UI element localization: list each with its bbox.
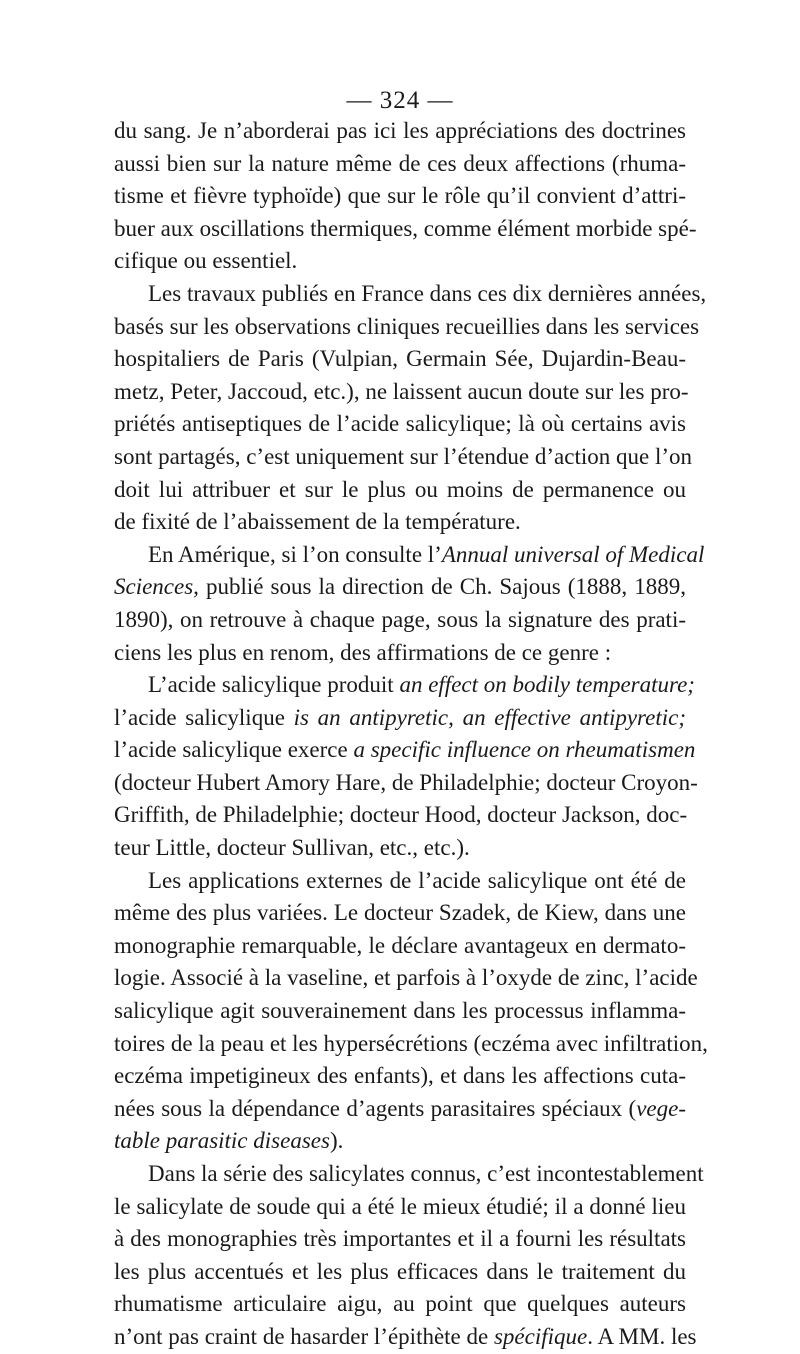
text-line: même des plus variées. Le docteur Szadek, de Kiew, dans une [114, 900, 686, 926]
text-line: buer aux oscillations thermiques, comme élément morbide spé- [114, 215, 697, 241]
text-line: Les travaux publiés en France dans ces dix dernières années, [148, 280, 707, 306]
text-line: l’acide salicylique exerce a specific influence on rheumatismen [114, 737, 696, 763]
text-line: priétés antiseptiques de l’acide salicylique; là où certains avis [114, 411, 686, 437]
page-number: — 324 — [346, 87, 454, 114]
text-line: Griffith, de Philadelphie; docteur Hood, docteur Jackson, doc- [114, 802, 688, 828]
text-line: hospitaliers de Paris (Vulpian, Germain Sée, Dujardin-Beau- [114, 346, 686, 372]
text-line: cifique ou essentiel. [114, 248, 298, 274]
text-line: tisme et fièvre typhoïde) que sur le rôle qu’il convient d’attri- [114, 183, 686, 209]
text-line: aussi bien sur la nature même de ces deux affections (rhuma- [114, 150, 686, 176]
body-text [114, 115, 708, 1354]
text-line: Les applications externes de l’acide salicylique ont été de [148, 867, 686, 893]
text-line: monographie remarquable, le déclare avantageux en dermato- [114, 932, 686, 958]
text-line: l’acide salicylique is an antipyretic, an effective antipyretic; [114, 704, 687, 730]
text-line: (docteur Hubert Amory Hare, de Philadelphie; docteur Croyon- [114, 769, 698, 795]
text-line: logie. Associé à la vaseline, et parfois à l’oxyde de zinc, l’acide [114, 965, 698, 991]
text-line: table parasitic diseases). [114, 1128, 344, 1154]
text-line: les plus accentués et les plus efficaces dans le traitement du [114, 1258, 686, 1284]
text-line: teur Little, docteur Sullivan, etc., etc.). [114, 835, 470, 861]
text-line: toires de la peau et les hypersécrétions (eczéma avec infiltration, [114, 1030, 708, 1056]
text-line: 1890), on retrouve à chaque page, sous la signature des prati- [114, 606, 686, 632]
text-line: eczéma impetigineux des enfants), et dans les affections cuta- [114, 1063, 686, 1089]
text-line: Dans la série des salicylates connus, c’est incontestablement [148, 1161, 704, 1186]
text-line: Sciences, publié sous la direction de Ch. Sajous (1888, 1889, [114, 574, 686, 600]
text-line: nées sous la dépendance d’agents parasitaires spéciaux (vege- [114, 1095, 686, 1121]
text-line: metz, Peter, Jaccoud, etc.), ne laissent aucun doute sur les pro- [114, 378, 689, 404]
text-line: à des monographies très importantes et il a fourni les résultats [114, 1226, 686, 1252]
text-line: le salicylate de soude qui a été le mieux étudié; il a donné lieu [114, 1193, 686, 1219]
text-line: salicylique agit souverainement dans les processus inflamma- [114, 998, 686, 1024]
text-line: rhumatisme articulaire aigu, au point que quelques auteurs [114, 1291, 686, 1317]
text-line: sont partagés, c’est uniquement sur l’étendue d’action que l’on [114, 443, 693, 469]
text-line: doit lui attribuer et sur le plus ou moins de permanence ou [114, 476, 686, 502]
text-line: basés sur les observations cliniques recueillies dans les services [114, 313, 700, 339]
text-line: de fixité de l’abaissement de la température. [114, 509, 521, 535]
text-line: du sang. Je n’aborderai pas ici les appréciations des doctrines [114, 118, 686, 143]
text-line: n’ont pas craint de hasarder l’épithète de spécifique. A MM. les [114, 1323, 697, 1349]
text-line: ciens les plus en renom, des affirmations de ce genre : [114, 639, 612, 665]
text-line: En Amérique, si l’on consulte l’Annual universal of Medical [148, 541, 705, 567]
text-line: L’acide salicylique produit an effect on bodily temperature; [148, 672, 695, 698]
